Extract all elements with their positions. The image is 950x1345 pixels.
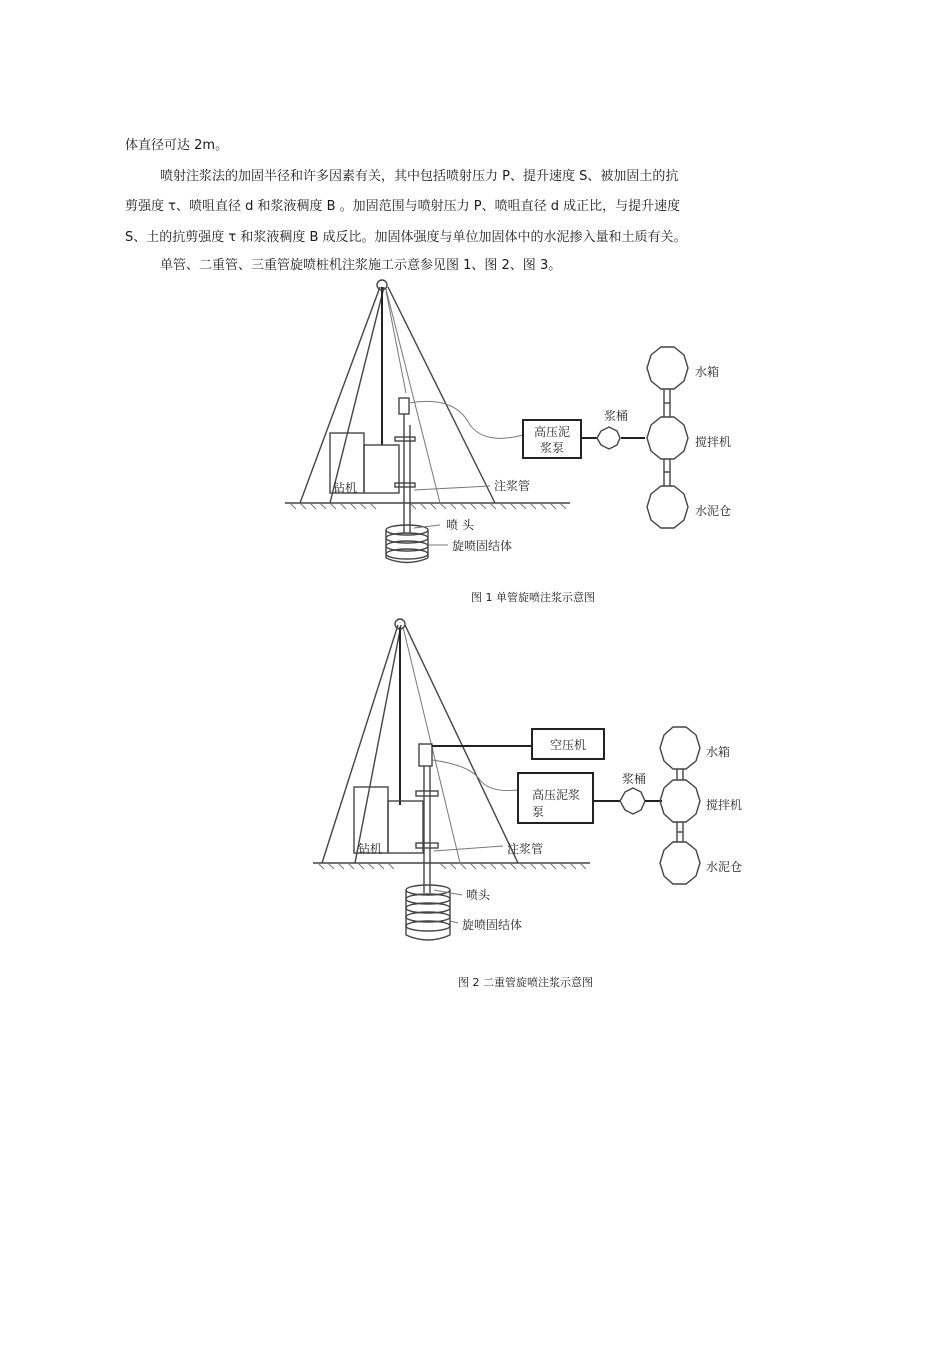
- mixer-icon: [660, 780, 700, 822]
- mixer-icon: [647, 417, 688, 459]
- text-line-5: 单管、二重管、三重管旋喷桩机注浆施工示意参见图 1、图 2、图 3。: [160, 258, 562, 273]
- mixer-label: 搅拌机: [706, 798, 743, 812]
- drill-machine: [330, 398, 415, 493]
- nozzle-label: 喷 头: [446, 518, 474, 532]
- text-line-2: 喷射注浆法的加固半径和许多因素有关，其中包括喷射压力 P、提升速度 S、被加固土的抗: [160, 169, 679, 184]
- slurry-bucket-label: 浆桶: [622, 772, 647, 786]
- grout-pipe-label: 注浆管: [507, 842, 544, 856]
- ground-line: [285, 503, 570, 509]
- text-line-4: S、土的抗剪强度 τ 和浆液稠度 B 成反比。加固体强度与单位加固体中的水泥掺入量和土质有关。: [125, 230, 687, 245]
- grout-pipe-label: 注浆管: [494, 479, 531, 493]
- figure-1-caption: 图 1 单管旋喷注浆示意图: [471, 591, 595, 604]
- pump-label-2: 泵: [532, 805, 545, 819]
- grout-hose: [432, 760, 518, 791]
- cement-silo-icon: [647, 486, 688, 528]
- ground-line: [313, 863, 590, 869]
- water-tank-label: 水箱: [695, 365, 720, 379]
- pump-label-2: 浆泵: [539, 441, 565, 455]
- grout-pipe: [404, 493, 410, 533]
- text-line-1: 体直径可达 2m。: [125, 138, 229, 153]
- cement-silo-label: 水泥仓: [706, 860, 743, 874]
- column-label: 旋喷固结体: [462, 918, 523, 932]
- water-tank-icon: [647, 347, 688, 389]
- drill-label: 钻机: [333, 481, 358, 495]
- jet-grout-column: [406, 885, 450, 940]
- mixer-label: 搅拌机: [695, 435, 732, 449]
- slurry-bucket-label: 浆桶: [604, 409, 629, 423]
- grout-hose: [409, 401, 523, 438]
- cement-silo-label: 水泥仓: [695, 504, 732, 518]
- slurry-bucket-icon: [620, 788, 645, 814]
- nozzle-label: 喷头: [466, 888, 491, 902]
- column-label: 旋喷固结体: [452, 539, 513, 553]
- figure-2-diagram: [0, 615, 950, 955]
- text-line-3: 剪强度 τ、喷咀直径 d 和浆液稠度 B 。加固范围与喷射压力 P、喷咀直径 d 成正比，与提升速度: [125, 199, 681, 214]
- pump-label-1: 高压泥: [533, 425, 571, 439]
- grout-pipe: [424, 853, 430, 893]
- water-tank-icon: [660, 727, 700, 769]
- drill-derrick: [300, 280, 495, 503]
- drill-label: 钻机: [358, 842, 383, 856]
- drill-derrick: [322, 619, 518, 863]
- figure-2-caption: 图 2 二重管旋喷注浆示意图: [458, 976, 593, 989]
- drill-machine: [354, 744, 438, 853]
- water-tank-label: 水箱: [706, 745, 731, 759]
- cement-silo-icon: [660, 842, 700, 884]
- compressor-label: 空压机: [549, 738, 587, 752]
- slurry-bucket-icon: [597, 427, 620, 449]
- jet-grout-column: [386, 525, 428, 563]
- figure-1-diagram: [0, 275, 950, 575]
- pump-label-1: 高压泥浆: [532, 788, 581, 802]
